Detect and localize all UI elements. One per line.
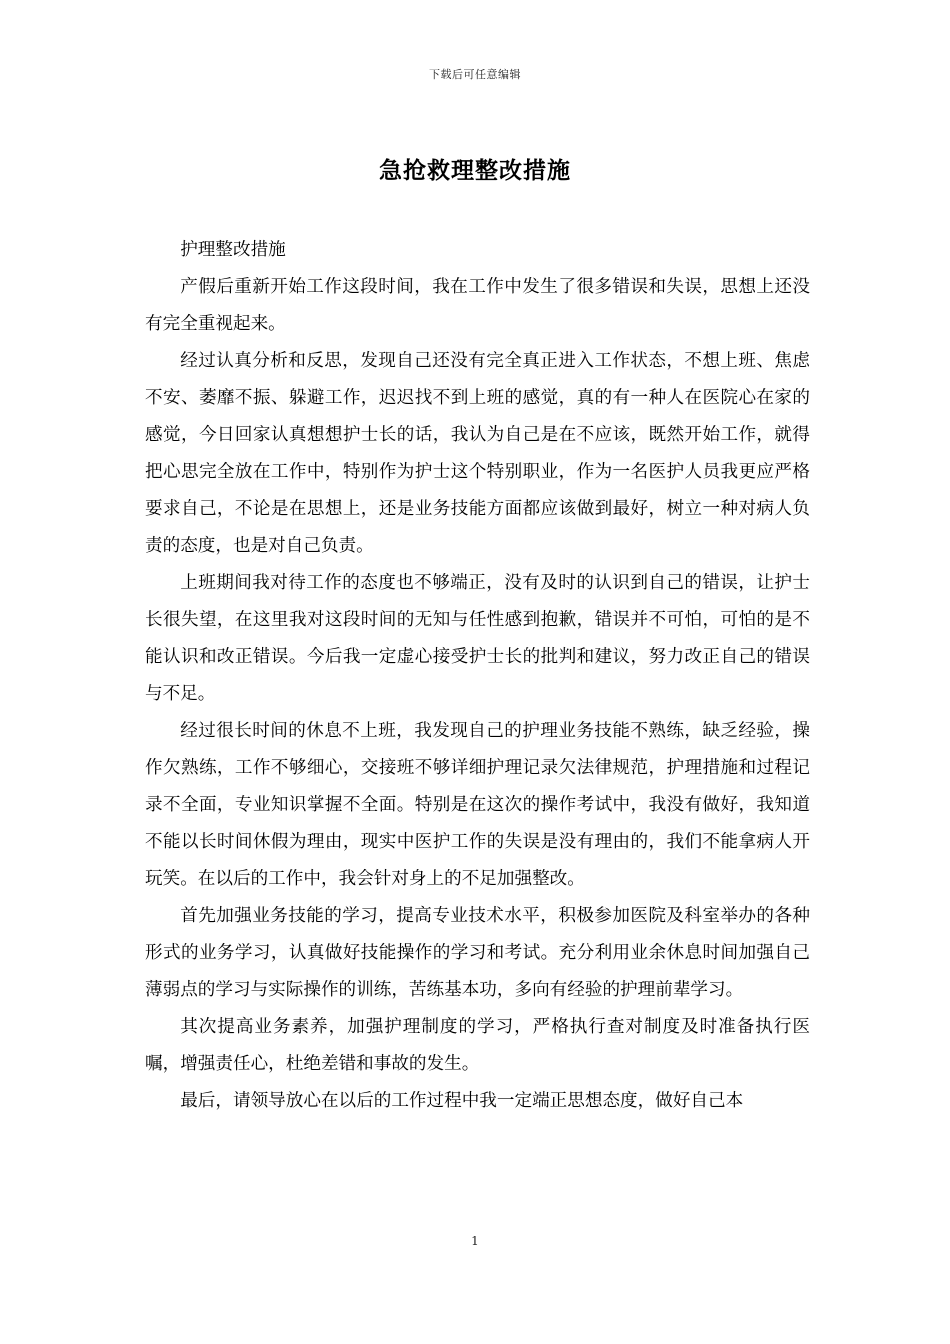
paragraph: 其次提高业务素养，加强护理制度的学习，严格执行查对制度及时准备执行医嘱，增强责任心，杜绝差错和事故的发生。: [145, 1017, 810, 1074]
paragraph: 经过认真分析和反思，发现自己还没有完全真正进入工作状态，不想上班、焦虑不安、萎靡不振、躲避工作，迟迟找不到上班的感觉，真的有一种人在医院心在家的感觉，今日回家认真想想护士长的话，我认为自己是在不应该，既然开始工作，就得把心思完全放在工作中，特别作为护士这个特别职业，作为一名医护人员我更应严格要求自己，不论是在思想上，还是业务技能方面都应该做到最好，树立一种对病人负责的态度，也是对自己负责。: [145, 351, 810, 556]
paragraph: 上班期间我对待工作的态度也不够端正，没有及时的认识到自己的错误，让护士长很失望，在这里我对这段时间的无知与任性感到抱歉，错误并不可怕，可怕的是不能认识和改正错误。今后我一定虚心接受护士长的批判和建议，努力改正自己的错误与不足。: [145, 573, 810, 704]
paragraph-heading: 护理整改措施: [180, 240, 286, 260]
paragraph: 最后，请领导放心在以后的工作过程中我一定端正思想态度，做好自己本: [180, 1091, 744, 1111]
paragraph: 首先加强业务技能的学习，提高专业技术水平，积极参加医院及科室举办的各种形式的业务学习，认真做好技能操作的学习和考试。充分利用业余休息时间加强自己薄弱点的学习与实际操作的训练，苦练基本功，多向有经验的护理前辈学习。: [145, 906, 810, 1000]
page-number: 1: [471, 1234, 479, 1248]
document-body: [145, 232, 810, 1120]
header-note: 下载后可任意编辑: [429, 68, 521, 81]
paragraph: 经过很长时间的休息不上班，我发现自己的护理业务技能不熟练，缺乏经验，操作欠熟练，工作不够细心，交接班不够详细护理记录欠法律规范，护理措施和过程记录不全面，专业知识掌握不全面。特别是在这次的操作考试中，我没有做好，我知道不能以长时间休假为理由，现实中医护工作的失误是没有理由的，我们不能拿病人开玩笑。在以后的工作中，我会针对身上的不足加强整改。: [145, 721, 810, 889]
paragraph: 产假后重新开始工作这段时间，我在工作中发生了很多错误和失误，思想上还没有完全重视起来。: [145, 277, 810, 334]
document-title: 急抢救理整改措施: [379, 158, 571, 184]
